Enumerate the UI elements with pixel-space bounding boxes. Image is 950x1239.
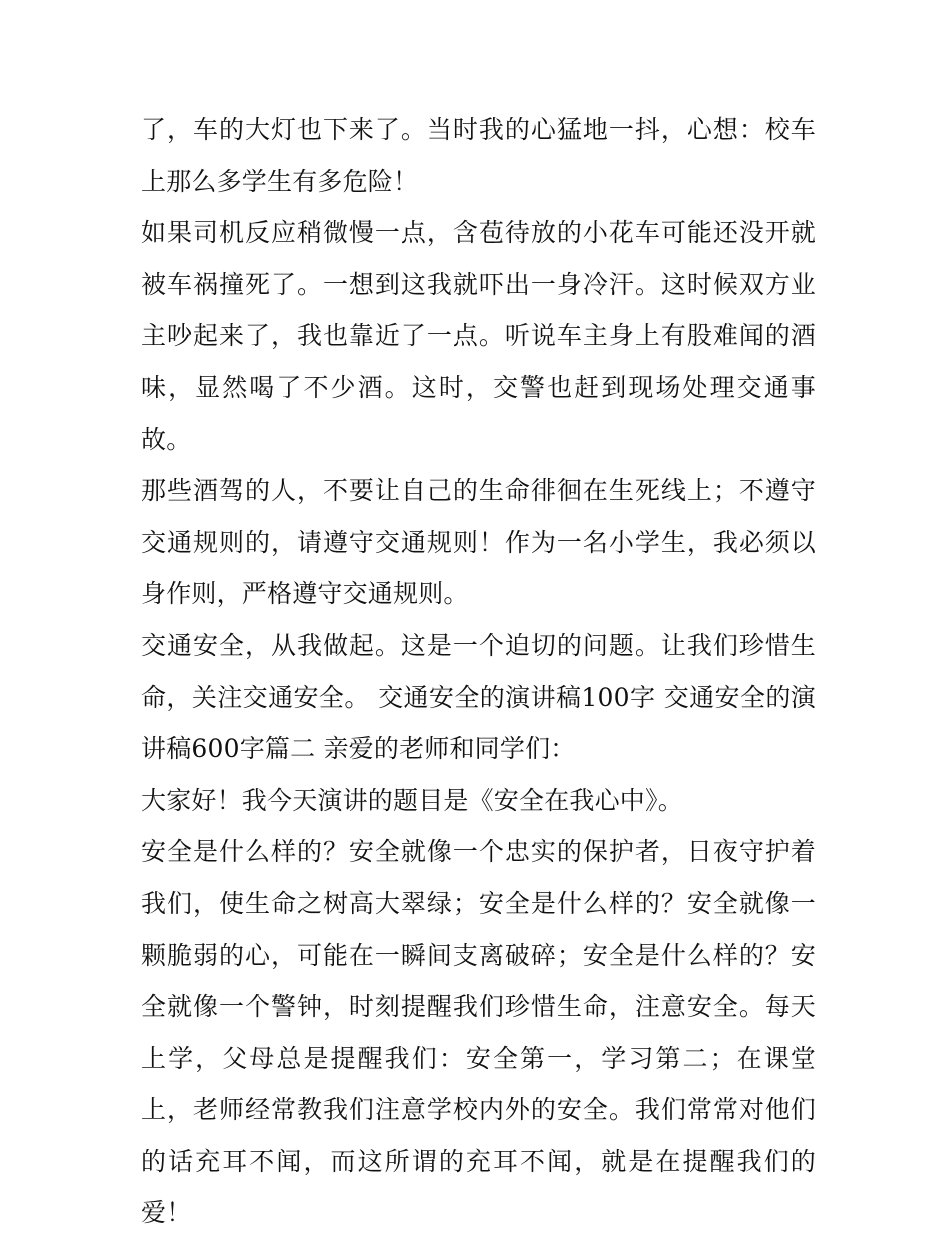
paragraph-2: 如果司机反应稍微慢一点，含苞待放的小花车可能还没开就被车祸撞死了。一想到这我就吓出一身冷汗。这时候双方业主吵起来了，我也靠近了一点。听说车主身上有股难闻的酒味，显然喝了不少酒。这时，交警也赶到现场处理交通事故。 <box>141 218 816 454</box>
paragraph-6: 安全是什么样的？安全就像一个忠实的保护者，日夜守护着我们，使生命之树高大翠绿；安全是什么样的？安全就像一颗脆弱的心，可能在一瞬间支离破碎；安全是什么样的？安全就像一个警钟，时刻提醒我们珍惜生命，注意安全。每天上学，父母总是提醒我们：安全第一，学习第二；在课堂上，老师经常教我们注意学校内外的安全。我们常常对他们的话充耳不闻，而这所谓的充耳不闻，就是在提醒我们的爱！ <box>141 837 816 1228</box>
paragraph-4: 交通安全，从我做起。这是一个迫切的问题。让我们珍惜生命，关注交通安全。 交通安全的演讲稿100字 交通安全的演讲稿600字篇二 亲爱的老师和同学们： <box>141 630 816 764</box>
paragraph-1: 了，车的大灯也下来了。当时我的心猛地一抖，心想：校车上那么多学生有多危险！ <box>141 115 816 196</box>
document-body <box>141 104 816 1239</box>
paragraph-3: 那些酒驾的人，不要让自己的生命徘徊在生死线上；不遵守交通规则的，请遵守交通规则！作为一名小学生，我必须以身作则，严格遵守交通规则。 <box>141 476 816 609</box>
paragraph-5: 大家好！我今天演讲的题目是《安全在我心中》。 <box>141 785 683 815</box>
